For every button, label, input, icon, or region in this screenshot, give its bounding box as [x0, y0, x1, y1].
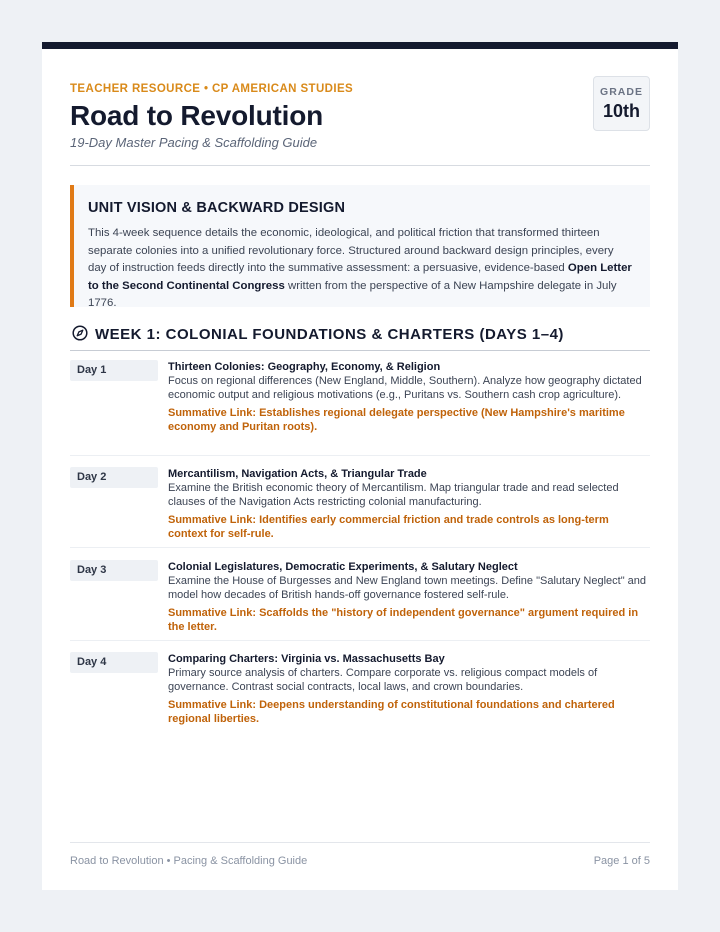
compass-icon — [72, 325, 88, 341]
page-footer — [70, 842, 650, 872]
day-description: Focus on regional differences (New England, Middle, Southern). Analyze how geography dictated economic output and religious motivations (e.g., Puritans vs. Southern cash crop agriculture). — [168, 375, 642, 401]
eyebrow-label: TEACHER RESOURCE • CP AMERICAN STUDIES — [70, 83, 354, 95]
page-subtitle: 19-Day Master Pacing & Scaffolding Guide — [70, 135, 318, 150]
day-content — [168, 560, 650, 634]
unit-vision-callout — [70, 185, 650, 307]
grade-badge — [593, 76, 650, 131]
day-description: Primary source analysis of charters. Compare corporate vs. religious compact models of governance. Contrast social contracts, local laws, and crown boundaries. — [168, 667, 598, 693]
day-label: Day 4 — [70, 652, 158, 673]
grade-value: 10th — [602, 101, 640, 121]
day-content — [168, 467, 650, 541]
day-label: Day 1 — [70, 360, 158, 381]
grade-label: GRADE — [600, 86, 643, 98]
footer-title: Road to Revolution • Pacing & Scaffolding Guide — [70, 855, 308, 867]
document-page — [42, 42, 678, 890]
day-row — [70, 360, 650, 456]
vision-body-text-end: written from the perspective of a New Hampshire delegate in July 1776. — [88, 279, 617, 309]
page-title: Road to Revolution — [70, 100, 324, 131]
vision-body — [88, 225, 634, 313]
vision-body-emphasis: Open Letter to the Second Continental Congress — [88, 262, 632, 292]
day-title: Comparing Charters: Virginia vs. Massachusetts Bay — [168, 653, 445, 665]
day-description: Examine the British economic theory of Mercantilism. Map triangular trade and read selected clauses of the Navigation Acts restricting colonial manufacturing. — [168, 482, 619, 508]
week-1-heading — [70, 325, 650, 351]
day-label: Day 3 — [70, 560, 158, 581]
summative-link: Summative Link: Scaffolds the "history of independent governance" argument required in the letter. — [168, 607, 639, 633]
day-title: Thirteen Colonies: Geography, Economy, & Religion — [168, 361, 441, 373]
day-row — [70, 652, 650, 733]
day-title: Mercantilism, Navigation Acts, & Triangular Trade — [168, 468, 427, 480]
vision-body-text: This 4-week sequence details the economic, ideological, and political friction that transformed thirteen separate colonies into a unified revolutionary force. Structured around backward design principles, every day of instruction feeds directly into the summative assessment: a persuasive, evidence-based — [88, 227, 614, 274]
vision-heading: UNIT VISION & BACKWARD DESIGN — [88, 200, 346, 216]
week-1-title: WEEK 1: COLONIAL FOUNDATIONS & CHARTERS (DAYS 1–4) — [95, 326, 564, 343]
day-row — [70, 560, 650, 641]
day-content — [168, 360, 650, 434]
page-header — [70, 76, 650, 166]
summative-link: Summative Link: Establishes regional delegate perspective (New Hampshire's maritime economy and Puritan roots). — [168, 407, 625, 433]
day-title: Colonial Legislatures, Democratic Experiments, & Salutary Neglect — [168, 561, 518, 573]
day-row — [70, 467, 650, 548]
summative-link: Summative Link: Identifies early commercial friction and trade controls as long-term context for self-rule. — [168, 514, 609, 540]
day-description: Examine the House of Burgesses and New England town meetings. Define "Salutary Neglect" and model how decades of British hands-off governance fostered self-rule. — [168, 575, 647, 601]
summative-link: Summative Link: Deepens understanding of constitutional foundations and chartered regional liberties. — [168, 699, 615, 725]
page-number: Page 1 of 5 — [593, 855, 650, 867]
day-label: Day 2 — [70, 467, 158, 488]
day-content — [168, 652, 650, 726]
